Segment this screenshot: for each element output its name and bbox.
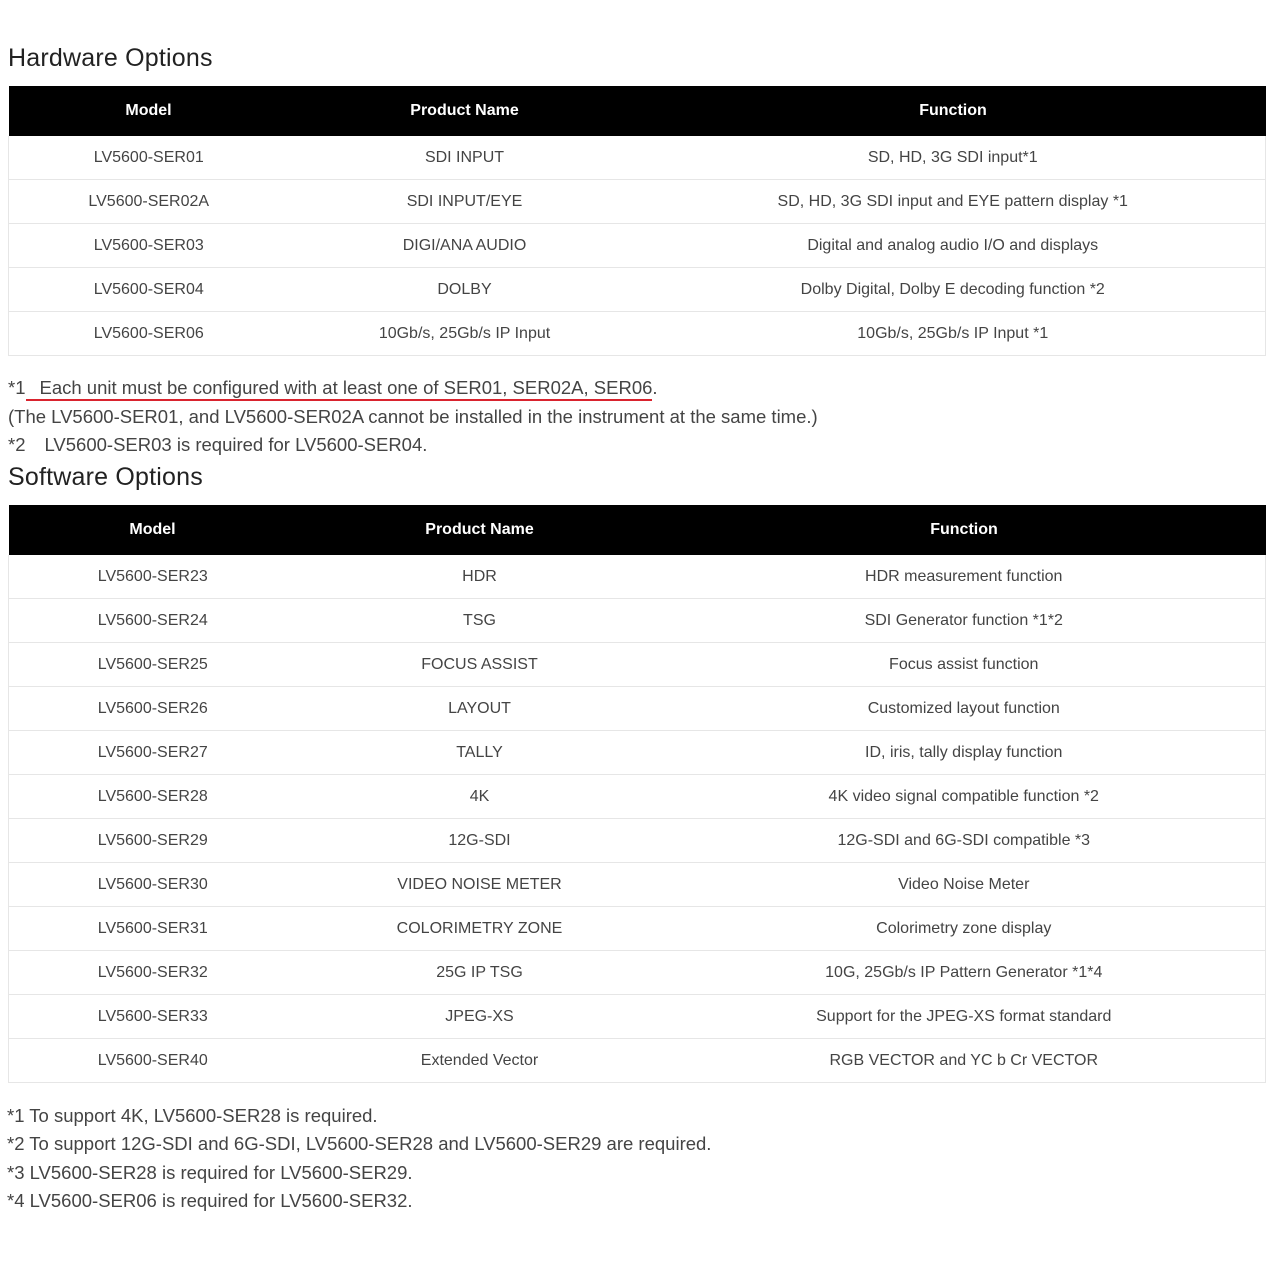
- software-options-table: [8, 505, 1266, 1083]
- model-cell: LV5600-SER23: [9, 555, 297, 599]
- product-name-cell: LAYOUT: [297, 687, 663, 731]
- software-note-3: *3 LV5600-SER28 is required for LV5600-SER29.: [7, 1161, 413, 1183]
- software-options-title: Software Options: [8, 463, 203, 491]
- table-row: [9, 819, 1266, 863]
- product-name-cell: Extended Vector: [297, 1039, 663, 1083]
- function-cell: 12G-SDI and 6G-SDI compatible *3: [663, 819, 1266, 863]
- model-cell: LV5600-SER27: [9, 731, 297, 775]
- model-cell: LV5600-SER01: [9, 136, 289, 180]
- product-name-cell: SDI INPUT: [289, 136, 641, 180]
- table-row: [9, 136, 1266, 180]
- product-name-cell: DIGI/ANA AUDIO: [289, 224, 641, 268]
- model-cell: LV5600-SER30: [9, 863, 297, 907]
- software-note-2: *2 To support 12G-SDI and 6G-SDI, LV5600-SER28 and LV5600-SER29 are required.: [7, 1133, 712, 1155]
- model-cell: LV5600-SER32: [9, 951, 297, 995]
- table-row: [9, 555, 1266, 599]
- model-cell: LV5600-SER06: [9, 312, 289, 356]
- table-row: [9, 224, 1266, 268]
- model-cell: LV5600-SER29: [9, 819, 297, 863]
- function-cell: 4K video signal compatible function *2: [663, 775, 1266, 819]
- product-name-cell: 12G-SDI: [297, 819, 663, 863]
- table-row: [9, 951, 1266, 995]
- function-cell: Customized layout function: [663, 687, 1266, 731]
- note-1-underlined-text: [26, 377, 653, 401]
- note-2-marker: *2: [8, 434, 26, 455]
- table-row: [9, 643, 1266, 687]
- product-name-cell: 25G IP TSG: [297, 951, 663, 995]
- function-cell: SD, HD, 3G SDI input*1: [641, 136, 1266, 180]
- table-row: [9, 180, 1266, 224]
- product-name-cell: COLORIMETRY ZONE: [297, 907, 663, 951]
- model-cell: LV5600-SER04: [9, 268, 289, 312]
- model-cell: LV5600-SER03: [9, 224, 289, 268]
- product-name-cell: 4K: [297, 775, 663, 819]
- table-row: [9, 268, 1266, 312]
- function-cell: SD, HD, 3G SDI input and EYE pattern display *1: [641, 180, 1266, 224]
- model-cell: LV5600-SER26: [9, 687, 297, 731]
- hardware-notes: [8, 374, 818, 460]
- function-cell: SDI Generator function *1*2: [663, 599, 1266, 643]
- product-name-cell: 10Gb/s, 25Gb/s IP Input: [289, 312, 641, 356]
- table-row: [9, 907, 1266, 951]
- function-cell: RGB VECTOR and YC b Cr VECTOR: [663, 1039, 1266, 1083]
- software-notes: [7, 1102, 711, 1215]
- note-1-text: Each unit must be configured with at least one of SER01, SER02A, SER06: [39, 377, 653, 398]
- function-cell: 10Gb/s, 25Gb/s IP Input *1: [641, 312, 1266, 356]
- column-header-model: Model: [9, 86, 289, 136]
- software-table-body: [9, 555, 1266, 1083]
- note-1-marker: *1: [8, 377, 26, 398]
- table-header-row: [9, 86, 1266, 136]
- function-cell: 10G, 25Gb/s IP Pattern Generator *1*4: [663, 951, 1266, 995]
- model-cell: LV5600-SER33: [9, 995, 297, 1039]
- column-header-product-name: Product Name: [297, 505, 663, 555]
- model-cell: LV5600-SER24: [9, 599, 297, 643]
- table-row: [9, 731, 1266, 775]
- product-name-cell: TALLY: [297, 731, 663, 775]
- note-1: [8, 374, 818, 403]
- note-1-period: .: [652, 377, 658, 398]
- function-cell: ID, iris, tally display function: [663, 731, 1266, 775]
- software-note-4: *4 LV5600-SER06 is required for LV5600-SER32.: [7, 1189, 413, 1211]
- hardware-options-title: Hardware Options: [8, 44, 213, 72]
- note-1-sub: (The LV5600-SER01, and LV5600-SER02A cannot be installed in the instrument at the same time.): [8, 405, 818, 427]
- function-cell: Dolby Digital, Dolby E decoding function *2: [641, 268, 1266, 312]
- note-2: [8, 431, 818, 460]
- table-row: [9, 687, 1266, 731]
- table-row: [9, 863, 1266, 907]
- product-name-cell: HDR: [297, 555, 663, 599]
- function-cell: Support for the JPEG-XS format standard: [663, 995, 1266, 1039]
- table-header-row: [9, 505, 1266, 555]
- product-name-cell: SDI INPUT/EYE: [289, 180, 641, 224]
- note-2-text: LV5600-SER03 is required for LV5600-SER04.: [44, 434, 428, 455]
- model-cell: LV5600-SER31: [9, 907, 297, 951]
- function-cell: Focus assist function: [663, 643, 1266, 687]
- model-cell: LV5600-SER02A: [9, 180, 289, 224]
- function-cell: Video Noise Meter: [663, 863, 1266, 907]
- column-header-function: Function: [663, 505, 1266, 555]
- table-row: [9, 1039, 1266, 1083]
- product-name-cell: TSG: [297, 599, 663, 643]
- function-cell: Colorimetry zone display: [663, 907, 1266, 951]
- column-header-model: Model: [9, 505, 297, 555]
- table-row: [9, 775, 1266, 819]
- product-name-cell: DOLBY: [289, 268, 641, 312]
- model-cell: LV5600-SER40: [9, 1039, 297, 1083]
- software-note-1: *1 To support 4K, LV5600-SER28 is required.: [7, 1105, 378, 1126]
- table-row: [9, 312, 1266, 356]
- hardware-table-body: [9, 136, 1266, 356]
- table-row: [9, 995, 1266, 1039]
- hardware-options-table: [8, 86, 1266, 356]
- product-name-cell: VIDEO NOISE METER: [297, 863, 663, 907]
- table-row: [9, 599, 1266, 643]
- column-header-function: Function: [641, 86, 1266, 136]
- model-cell: LV5600-SER28: [9, 775, 297, 819]
- function-cell: HDR measurement function: [663, 555, 1266, 599]
- product-name-cell: JPEG-XS: [297, 995, 663, 1039]
- model-cell: LV5600-SER25: [9, 643, 297, 687]
- function-cell: Digital and analog audio I/O and displays: [641, 224, 1266, 268]
- product-name-cell: FOCUS ASSIST: [297, 643, 663, 687]
- column-header-product-name: Product Name: [289, 86, 641, 136]
